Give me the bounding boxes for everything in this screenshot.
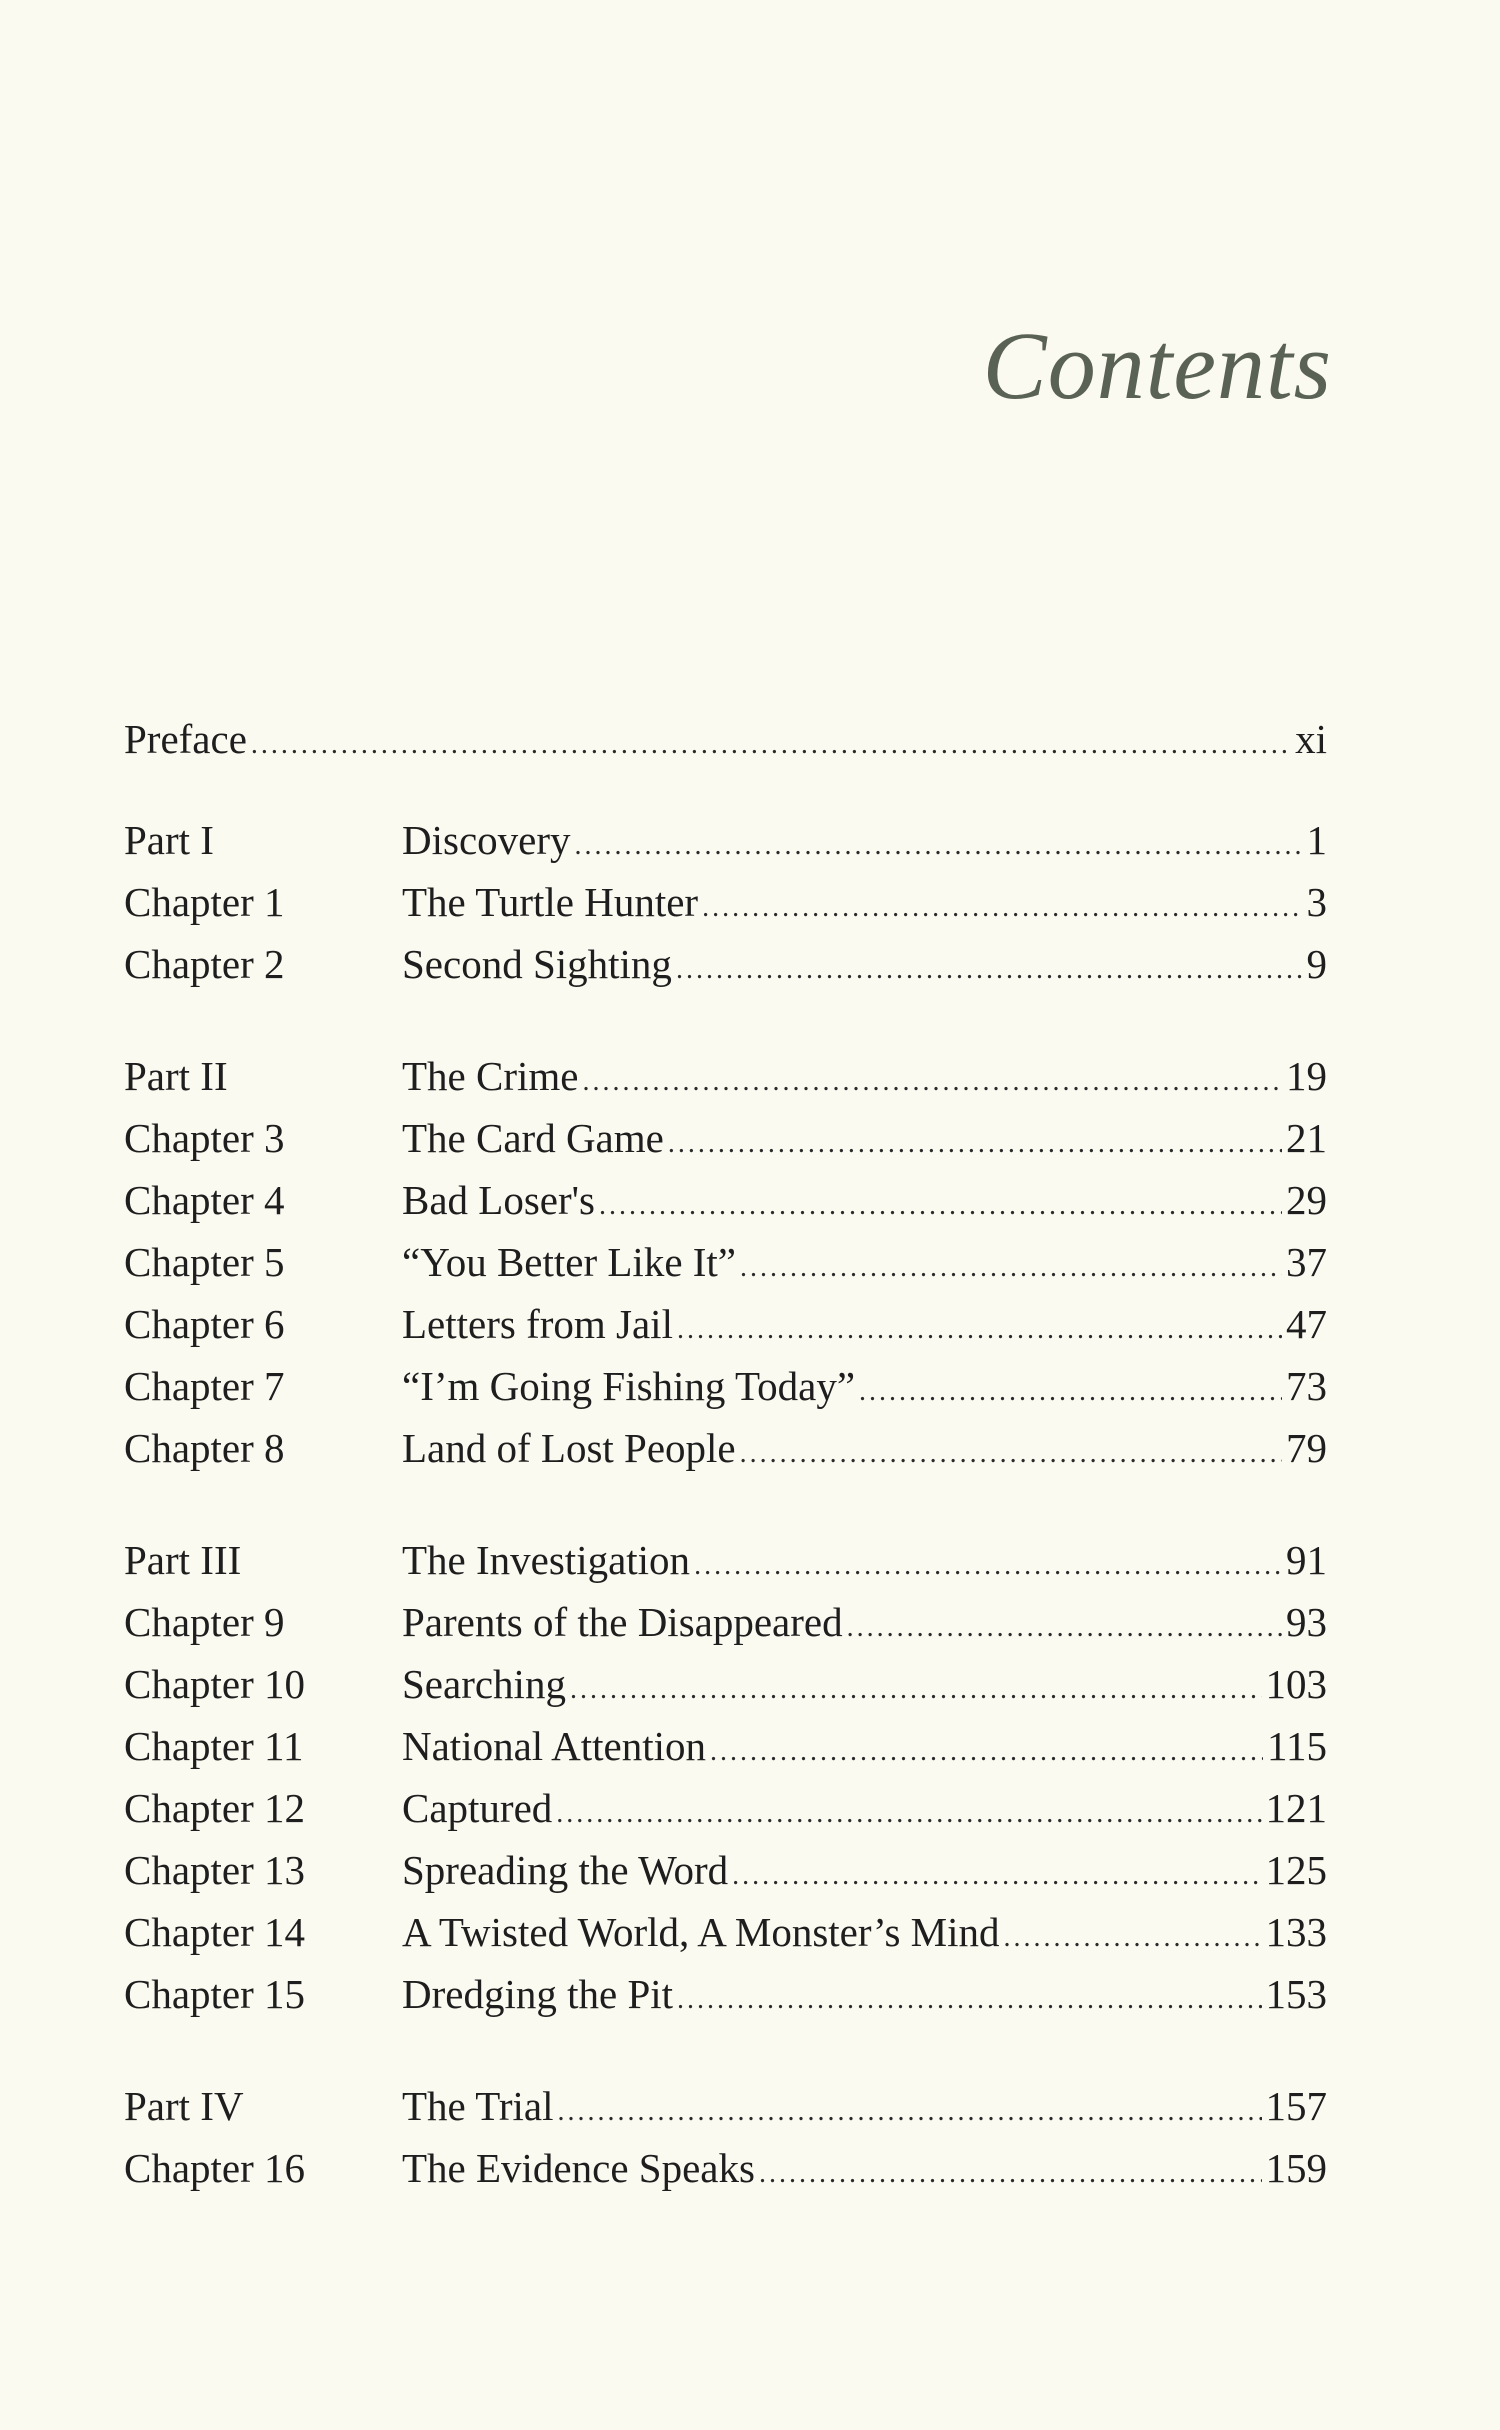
toc-dot-leader [251,714,1291,776]
toc-page-number: 115 [1267,1723,1327,1769]
toc-chapter-label: Chapter 10 [124,1661,306,1707]
toc-chapter-label: Chapter 13 [124,1847,306,1893]
toc-row-chapter [124,1107,1327,1169]
toc-entry [402,1529,1327,1597]
toc-dot-leader [558,2081,1262,2143]
toc-row-part [124,2075,1327,2137]
toc-entry [402,1293,1327,1361]
toc-chapter-label: Chapter 1 [124,879,285,925]
toc-page-number: 37 [1286,1239,1327,1285]
toc-row-chapter [124,2137,1327,2199]
toc-entry-title: Second Sighting [402,941,672,987]
toc-dot-leader [599,1175,1282,1237]
toc-entry-title: Land of Lost People [402,1425,736,1471]
toc-chapter-label: Chapter 15 [124,1971,306,2017]
toc-row-chapter [124,1653,1327,1715]
toc-dot-leader [694,1535,1282,1597]
toc-dot-leader [668,1113,1282,1175]
toc-page-number: 47 [1286,1301,1327,1347]
toc-page-number: 21 [1286,1115,1327,1161]
toc-chapter-label: Chapter 2 [124,941,285,987]
toc-entry-title: Parents of the Disappeared [402,1599,843,1645]
toc-entry-title: Captured [402,1785,553,1831]
toc-page-number: 103 [1265,1661,1327,1707]
toc-page-number: 73 [1286,1363,1327,1409]
toc-dot-leader [732,1845,1261,1907]
toc-entry-title: Preface [124,716,247,762]
toc-part-group [124,2075,1327,2199]
toc-entry-title: Discovery [402,817,571,863]
toc-row-chapter [124,1839,1327,1901]
toc-dot-leader [740,1237,1282,1299]
toc-row-chapter [124,1715,1327,1777]
toc-chapter-label: Chapter 8 [124,1425,285,1471]
toc-parts [124,809,1327,2199]
toc-chapter-label: Chapter 11 [124,1723,304,1769]
toc-page-number: 159 [1265,2145,1327,2191]
toc-row-chapter [124,1963,1327,2025]
toc-chapter-label: Chapter 4 [124,1177,285,1223]
toc-entry-title: The Card Game [402,1115,664,1161]
toc-entry [402,2137,1327,2205]
toc-dot-leader [1004,1907,1262,1969]
toc-part-group [124,809,1327,995]
toc-entry-title: Dredging the Pit [402,1971,674,2017]
toc-row-chapter [124,1293,1327,1355]
toc-entry [402,933,1327,1001]
toc-entry [402,1963,1327,2031]
toc-entry-title: Searching [402,1661,566,1707]
toc-page-number: 9 [1306,941,1327,987]
toc-row-chapter [124,1901,1327,1963]
toc-dot-leader [847,1597,1282,1659]
toc-dot-leader [740,1423,1282,1485]
toc-dot-leader [570,1659,1262,1721]
toc-entry-title: The Evidence Speaks [402,2145,755,2191]
toc-part-label: Part IV [124,2083,244,2129]
toc-chapter-label: Chapter 5 [124,1239,285,1285]
toc-chapter-label: Chapter 16 [124,2145,306,2191]
toc-part-label: Part III [124,1537,242,1583]
toc-row-chapter [124,933,1327,995]
table-of-contents [124,708,1327,2249]
toc-entry-title: “You Better Like It” [402,1239,737,1285]
toc-entry [402,1839,1327,1907]
toc-dot-leader [677,1299,1282,1361]
toc-chapter-label: Chapter 3 [124,1115,285,1161]
toc-page-number: 133 [1265,1909,1327,1955]
toc-row-chapter [124,871,1327,933]
toc-entry [402,1169,1327,1237]
toc-part-label: Part I [124,817,214,863]
toc-entry-title: Letters from Jail [402,1301,673,1347]
toc-page-number: 29 [1286,1177,1327,1223]
toc-row-chapter [124,1417,1327,1479]
toc-page-number: 125 [1265,1847,1327,1893]
toc-entry [402,1777,1327,1845]
toc-part-group [124,1529,1327,2025]
toc-entry [402,809,1327,877]
toc-entry-title: “I’m Going Fishing Today” [402,1363,856,1409]
toc-page-number: 91 [1286,1537,1327,1583]
toc-dot-leader [702,877,1302,939]
toc-dot-leader [676,939,1303,1001]
toc-page-number: 19 [1286,1053,1327,1099]
toc-row-chapter [124,1169,1327,1231]
toc-entry [402,1653,1327,1721]
toc-entry-title: The Turtle Hunter [402,879,699,925]
toc-page-number: 79 [1286,1425,1327,1471]
page-title: Contents [982,312,1332,419]
toc-chapter-label: Chapter 12 [124,1785,306,1831]
toc-page-number: 1 [1306,817,1327,863]
toc-dot-leader [556,1783,1261,1845]
toc-entry [402,1355,1327,1423]
toc-page-number: xi [1295,716,1327,762]
toc-page-number: 157 [1265,2083,1327,2129]
toc-page-number: 93 [1286,1599,1327,1645]
toc-dot-leader [759,2143,1262,2205]
toc-row-chapter [124,1777,1327,1839]
toc-row-chapter [124,1591,1327,1653]
toc-page-number: 121 [1265,1785,1327,1831]
toc-row-chapter [124,1231,1327,1293]
toc-dot-leader [582,1051,1282,1113]
toc-part-label: Part II [124,1053,228,1099]
toc-dot-leader [710,1721,1263,1783]
toc-dot-leader [575,815,1303,877]
toc-entry [402,1045,1327,1113]
toc-entry [402,871,1327,939]
toc-chapter-label: Chapter 14 [124,1909,306,1955]
toc-entry-title: National Attention [402,1723,707,1769]
toc-entry [402,1715,1327,1783]
toc-entry [402,1591,1327,1659]
toc-row-part [124,809,1327,871]
toc-entry-title: The Trial [402,2083,554,2129]
toc-part-group [124,1045,1327,1479]
toc-dot-leader [859,1361,1282,1423]
toc-chapter-label: Chapter 7 [124,1363,285,1409]
toc-dot-leader [677,1969,1261,2031]
toc-entry-title: The Crime [402,1053,579,1099]
toc-row-part [124,1045,1327,1107]
toc-entry-title: A Twisted World, A Monster’s Mind [402,1909,1000,1955]
toc-entry-title: Bad Loser's [402,1177,595,1223]
toc-entry [402,1107,1327,1175]
toc-entry [402,2075,1327,2143]
toc-entry [402,1417,1327,1485]
toc-row-chapter [124,1355,1327,1417]
toc-chapter-label: Chapter 6 [124,1301,285,1347]
toc-entry [402,1901,1327,1969]
toc-row-preface [124,708,1327,770]
toc-entry-title: The Investigation [402,1537,691,1583]
toc-row-part [124,1529,1327,1591]
toc-entry-title: Spreading the Word [402,1847,729,1893]
toc-chapter-label: Chapter 9 [124,1599,285,1645]
toc-page-number: 3 [1306,879,1327,925]
toc-entry [402,1231,1327,1299]
toc-page-number: 153 [1265,1971,1327,2017]
